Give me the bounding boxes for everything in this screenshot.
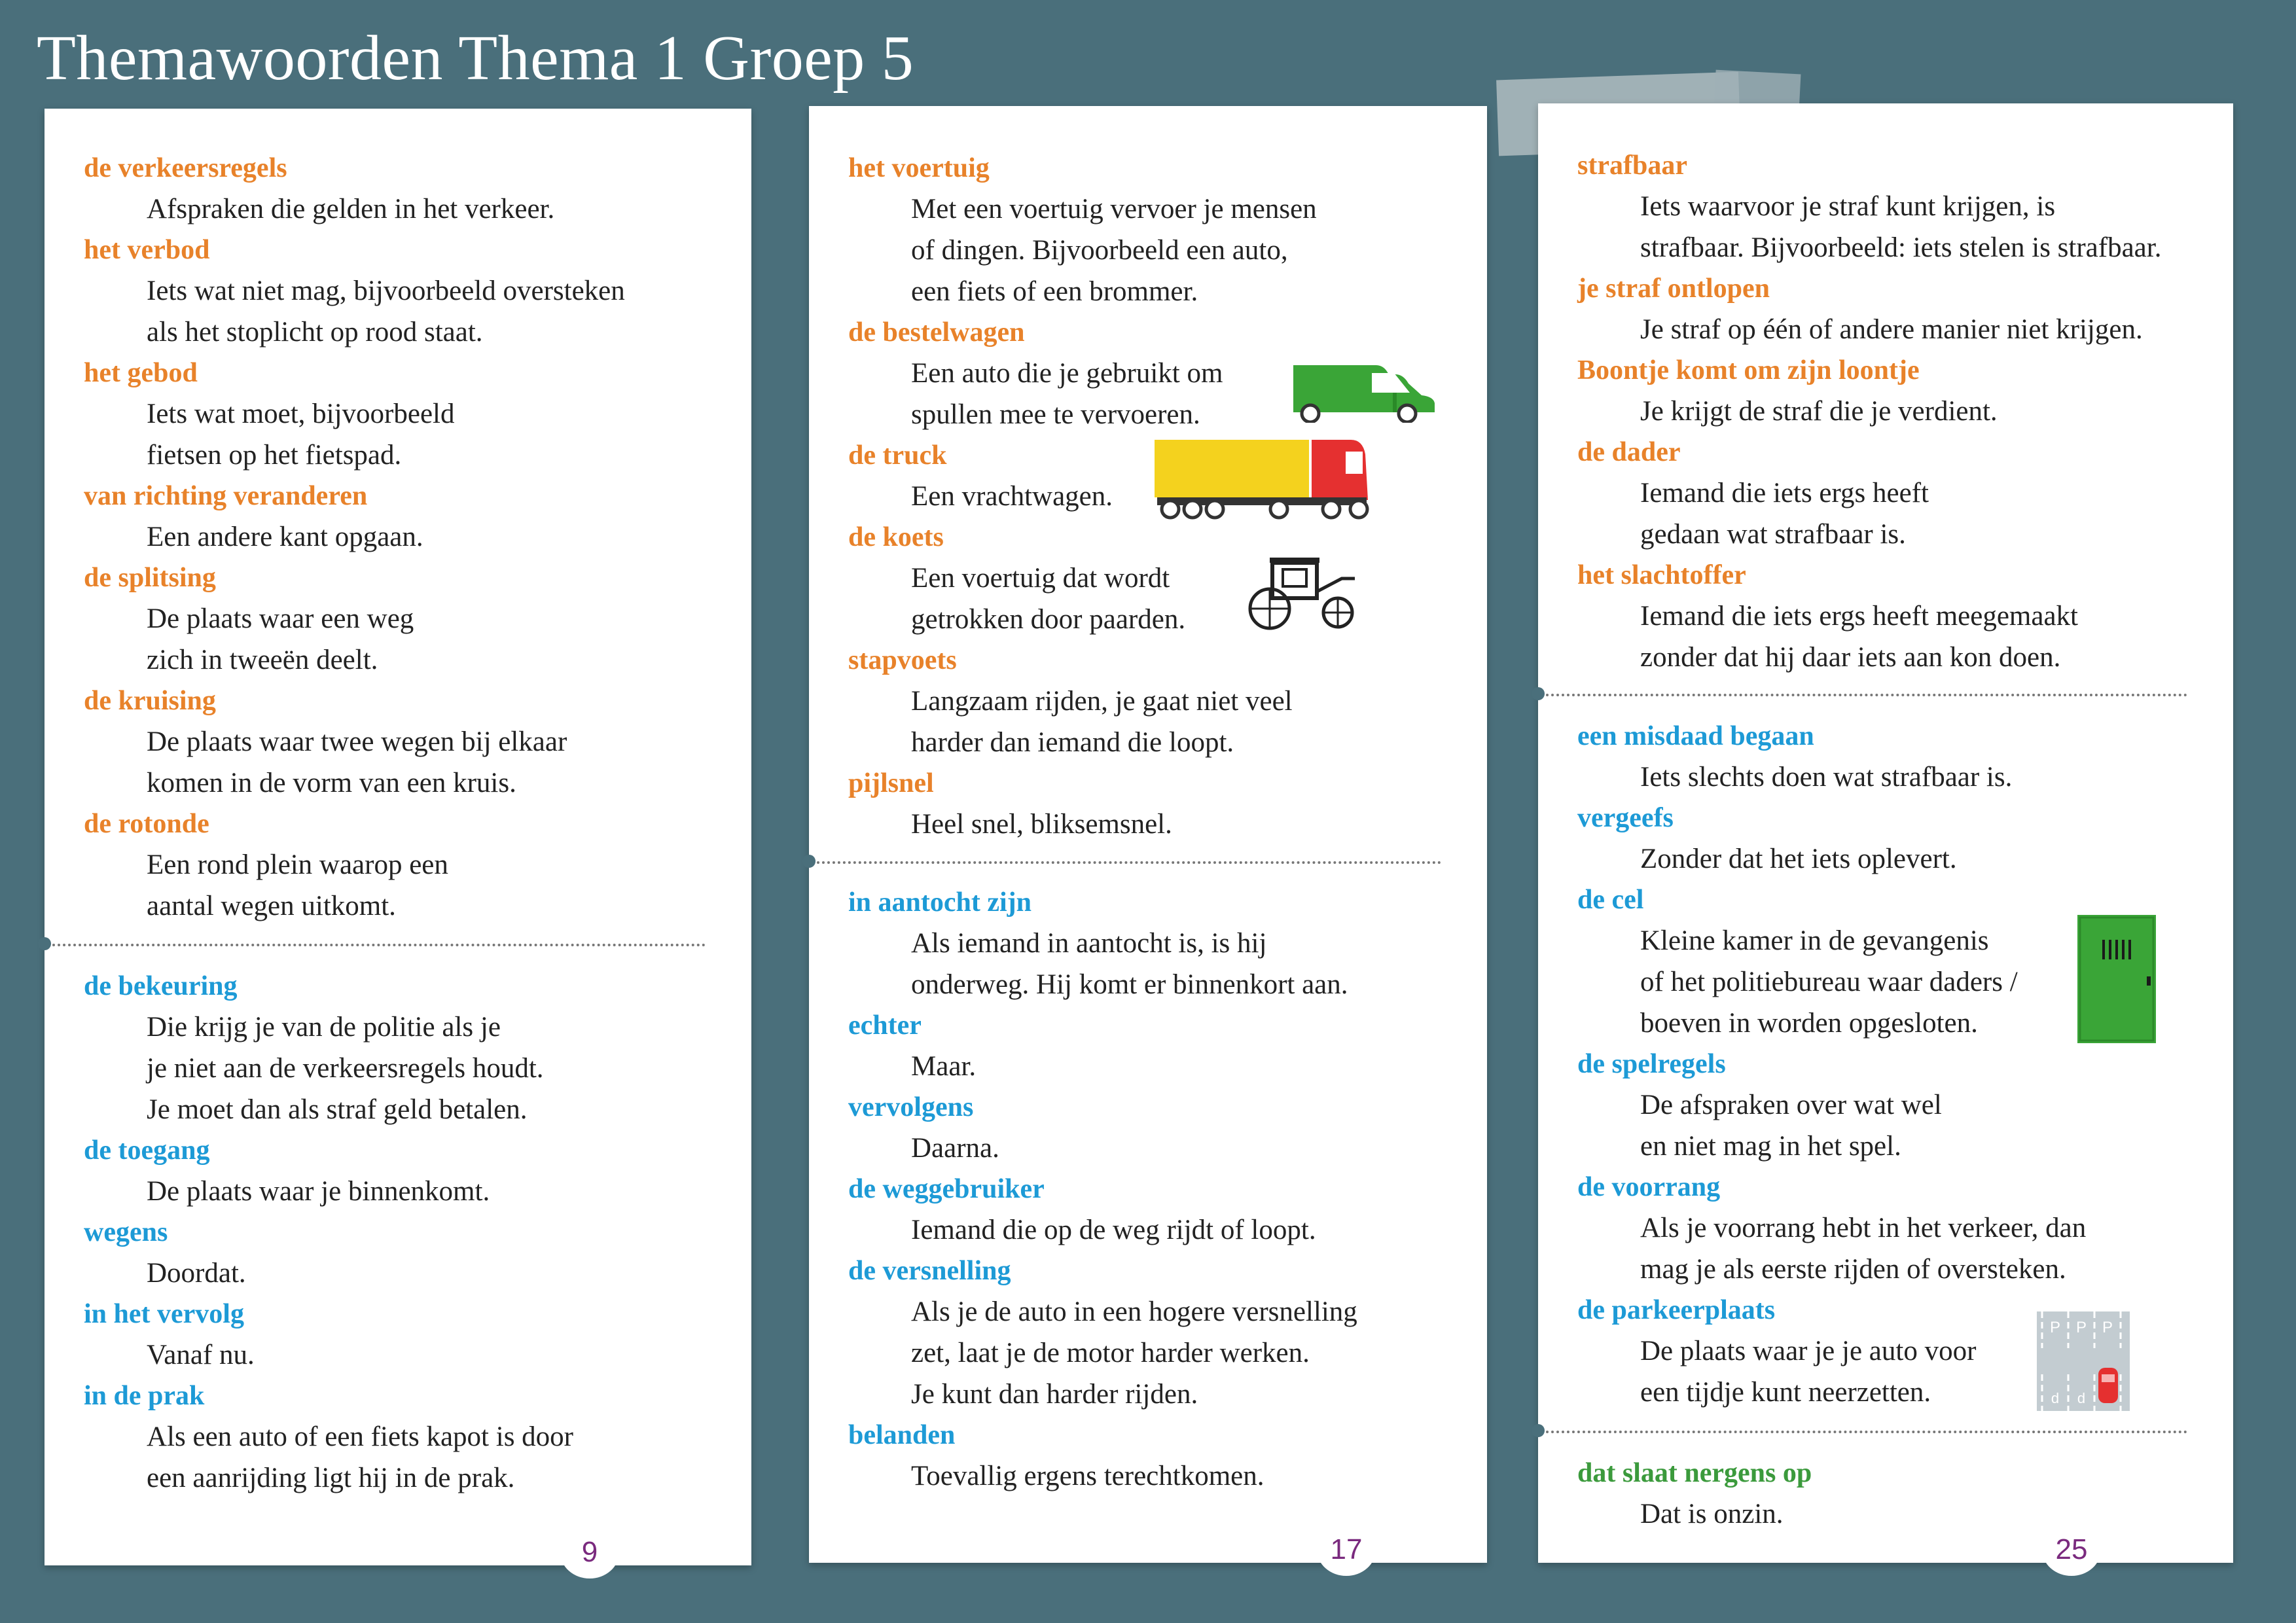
definition-line: Een rond plein waarop een [147,849,448,880]
glossary-term: dat slaat nergens op [1577,1458,1812,1488]
glossary-entry [809,763,1487,845]
definition-line: aantal wegen uitkomt. [147,891,396,921]
definition-line: Iets wat moet, bijvoorbeeld [147,399,455,429]
glossary-term: de versnelling [848,1256,1011,1286]
glossary-definition [45,188,751,230]
glossary-term: de kruising [84,686,216,716]
definition-line: Daarna. [911,1133,999,1164]
glossary-definition [1538,838,2233,880]
glossary-definition [809,681,1487,763]
glossary-definition [1538,391,2233,432]
definition-line: Iemand die iets ergs heeft meegemaakt [1640,601,2078,632]
glossary-definition [809,804,1487,845]
definition-line: De afspraken over wat wel [1640,1090,1942,1120]
glossary-entry [1538,798,2233,880]
definition-line: Een andere kant opgaan. [147,522,423,552]
glossary-term: een misdaad begaan [1577,721,1814,751]
definition-line: een fiets of een brommer. [911,276,1198,307]
glossary-term: de weggebruiker [848,1174,1045,1204]
glossary-definition [809,558,1487,640]
page-number: 9 [560,1526,619,1578]
glossary-entry [45,558,751,681]
glossary-entry [809,1005,1487,1087]
definition-line: Langzaam rijden, je gaat niet veel [911,686,1293,717]
glossary-definition [809,1128,1487,1169]
section [45,148,751,927]
glossary-term: de spelregels [1577,1049,1726,1079]
definition-line: je niet aan de verkeersregels houdt. [147,1053,544,1084]
definition-line: Je moet dan als straf geld betalen. [147,1094,528,1125]
glossary-definition [1538,186,2233,268]
glossary-term: wegens [84,1217,168,1247]
definition-line: Je straf op één of andere manier niet krijgen. [1640,314,2143,345]
definition-line: Als je voorrang hebt in het verkeer, dan [1640,1213,2087,1243]
definition-line: getrokken door paarden. [911,604,1186,635]
glossary-entry [1538,1453,2233,1535]
section [809,882,1487,1497]
glossary-entry [809,148,1487,312]
definition-line: gedaan wat strafbaar is. [1640,519,1906,550]
glossary-entry [1538,1044,2233,1167]
glossary-term: het verbod [84,235,210,265]
glossary-entry [1538,555,2233,678]
glossary-definition [45,393,751,476]
definition-line: Als iemand in aantocht is, is hij [911,928,1267,959]
definition-line: een tijdje kunt neerzetten. [1640,1377,1931,1408]
definition-line: Iets waarvoor je straf kunt krijgen, is [1640,191,2056,222]
definition-line: Iemand die op de weg rijdt of loopt. [911,1215,1316,1245]
definition-line: onderweg. Hij komt er binnenkort aan. [911,969,1348,1000]
definition-line: Als je de auto in een hogere versnelling [911,1296,1357,1327]
glossary-term: de verkeersregels [84,153,287,183]
glossary-entry [809,517,1487,640]
glossary-entry [809,1415,1487,1497]
parking-label: P [2102,1319,2113,1336]
definition-line: Dat is onzin. [1640,1499,1784,1529]
definition-line: Kleine kamer in de gevangenis [1640,925,1989,956]
definition-line: Maar. [911,1051,977,1082]
glossary-term: de toegang [84,1135,210,1166]
definition-line: De plaats waar je binnenkomt. [147,1176,490,1207]
glossary-term: de rotonde [84,809,209,839]
glossary-definition [809,923,1487,1005]
definition-line: Een vrachtwagen. [911,481,1113,512]
glossary-definition [45,721,751,804]
definition-line: of het politiebureau waar daders / [1640,967,2018,997]
booklet-page-9 [45,109,751,1568]
definition-line: en niet mag in het spel. [1640,1131,1901,1162]
glossary-definition [45,1171,751,1212]
glossary-entry [45,1294,751,1376]
definition-line: Iemand die iets ergs heeft [1640,478,1929,508]
glossary-entry [809,1169,1487,1251]
van-icon [1291,357,1437,423]
glossary-term: belanden [848,1420,956,1450]
definition-line: Doordat. [147,1258,246,1289]
glossary-term: je straf ontlopen [1577,274,1770,304]
parking-label: P [2049,1319,2061,1336]
definition-line: Je kunt dan harder rijden. [911,1379,1198,1410]
definition-line: Afspraken die gelden in het verkeer. [147,194,555,224]
glossary-term: strafbaar [1577,151,1687,181]
glossary-entry [1538,268,2233,350]
glossary-definition [45,844,751,927]
glossary-definition [1538,1493,2233,1535]
parking-label: P [2075,1319,2087,1336]
glossary-definition [1538,757,2233,798]
glossary-entry [45,1130,751,1212]
glossary-term: het slachtoffer [1577,560,1746,590]
glossary-entry [1538,350,2233,432]
glossary-entry [45,353,751,476]
glossary-entry [809,435,1487,517]
definition-line: Als een auto of een fiets kapot is door [147,1421,573,1452]
definition-line: Vanaf nu. [147,1340,255,1370]
truck-icon [1155,435,1377,521]
dotted-divider [1546,1431,2187,1433]
glossary-term: vervolgens [848,1092,974,1122]
booklet-page-25 [1538,103,2233,1563]
glossary-term: de parkeerplaats [1577,1295,1776,1325]
glossary-entry [45,966,751,1130]
glossary-entry [45,230,751,353]
parking-label: d [2051,1390,2060,1406]
definition-line: als het stoplicht op rood staat. [147,317,483,348]
definition-line: Zonder dat het iets oplevert. [1640,844,1957,874]
glossary-definition [45,1416,751,1499]
glossary-definition [809,476,1487,517]
definition-line: zich in tweeën deelt. [147,645,378,675]
glossary-entry [1538,1167,2233,1290]
glossary-term: van richting veranderen [84,481,368,511]
glossary-entry [45,1376,751,1499]
definition-line: Heel snel, bliksemsnel. [911,809,1172,840]
glossary-entry [809,882,1487,1005]
definition-line: strafbaar. Bijvoorbeeld: iets stelen is strafbaar. [1640,232,2162,263]
definition-line: Met een voertuig vervoer je mensen [911,194,1317,224]
definition-line: zonder dat hij daar iets aan kon doen. [1640,642,2061,673]
definition-line: spullen mee te vervoeren. [911,399,1200,430]
dotted-divider [1546,694,2187,696]
page-number: 17 [1317,1524,1376,1576]
definition-line: Die krijg je van de politie als je [147,1012,501,1043]
page-title: Themawoorden Thema 1 Groep 5 [37,23,914,94]
booklet-page-17 [809,106,1487,1563]
glossary-term: in het vervolg [84,1299,244,1329]
glossary-term: het voertuig [848,153,990,183]
glossary-term: de bekeuring [84,971,238,1001]
glossary-term: stapvoets [848,645,957,675]
glossary-definition [45,270,751,353]
glossary-definition [809,1291,1487,1415]
dotted-divider [817,861,1441,864]
glossary-term: de voorrang [1577,1172,1721,1202]
definition-line: harder dan iemand die loopt. [911,727,1234,758]
section [45,966,751,1499]
glossary-entry [45,476,751,558]
section [1538,1453,2233,1535]
definition-line: Iets slechts doen wat strafbaar is. [1640,762,2013,793]
glossary-definition [809,1455,1487,1497]
glossary-term: pijlsnel [848,768,934,798]
glossary-entry [45,148,751,230]
glossary-term: vergeefs [1577,803,1674,833]
glossary-definition [45,1007,751,1130]
definition-line: een aanrijding ligt hij in de prak. [147,1463,515,1493]
section [809,148,1487,845]
definition-line: Je krijgt de straf die je verdient. [1640,396,1998,427]
glossary-term: de truck [848,440,947,471]
definition-line: fietsen op het fietspad. [147,440,402,471]
carriage-icon [1244,552,1361,631]
glossary-definition [809,188,1487,312]
dotted-divider [52,944,706,946]
glossary-definition [1538,309,2233,350]
glossary-term: de dader [1577,437,1681,467]
glossary-definition [45,598,751,681]
definition-line: Een voertuig dat wordt [911,563,1170,594]
section [1538,716,2233,1413]
definition-line: boeven in worden opgesloten. [1640,1008,1978,1039]
glossary-term: in aantocht zijn [848,887,1032,918]
glossary-definition [45,516,751,558]
glossary-definition [45,1334,751,1376]
definition-line: komen in de vorm van een kruis. [147,768,516,798]
glossary-definition [1538,473,2233,555]
cell-door-icon [2077,915,2156,1043]
glossary-entry [809,640,1487,763]
parking-lot-icon [2037,1311,2130,1411]
glossary-definition [809,1209,1487,1251]
glossary-entry [1538,716,2233,798]
glossary-term: de splitsing [84,563,216,593]
glossary-entry [45,1212,751,1294]
glossary-term: echter [848,1010,922,1041]
definition-line: zet, laat je de motor harder werken. [911,1338,1310,1368]
definition-line: mag je als eerste rijden of oversteken. [1640,1254,2066,1285]
glossary-definition [1538,1207,2233,1290]
glossary-definition [1538,596,2233,678]
glossary-term: de koets [848,522,944,552]
definition-line: De plaats waar je je auto voor [1640,1336,1977,1366]
glossary-term: het gebod [84,358,198,388]
glossary-definition [45,1253,751,1294]
glossary-term: de cel [1577,885,1644,915]
definition-line: of dingen. Bijvoorbeeld een auto, [911,235,1288,266]
glossary-entry [45,681,751,804]
glossary-entry [1538,145,2233,268]
page-number: 25 [2042,1524,2101,1576]
glossary-term: de bestelwagen [848,317,1025,348]
glossary-term: in de prak [84,1381,205,1411]
glossary-definition [809,1046,1487,1087]
definition-line: Toevallig ergens terechtkomen. [911,1461,1265,1491]
definition-line: De plaats waar twee wegen bij elkaar [147,726,567,757]
glossary-definition [1538,1084,2233,1167]
section [1538,145,2233,678]
glossary-entry [45,804,751,927]
parking-label: d [2077,1390,2086,1406]
glossary-entry [809,1251,1487,1415]
glossary-entry [1538,432,2233,555]
glossary-term: Boontje komt om zijn loontje [1577,355,1920,385]
definition-line: Iets wat niet mag, bijvoorbeeld oversteken [147,276,625,306]
glossary-entry [809,1087,1487,1169]
definition-line: Een auto die je gebruikt om [911,358,1223,389]
definition-line: De plaats waar een weg [147,603,414,634]
